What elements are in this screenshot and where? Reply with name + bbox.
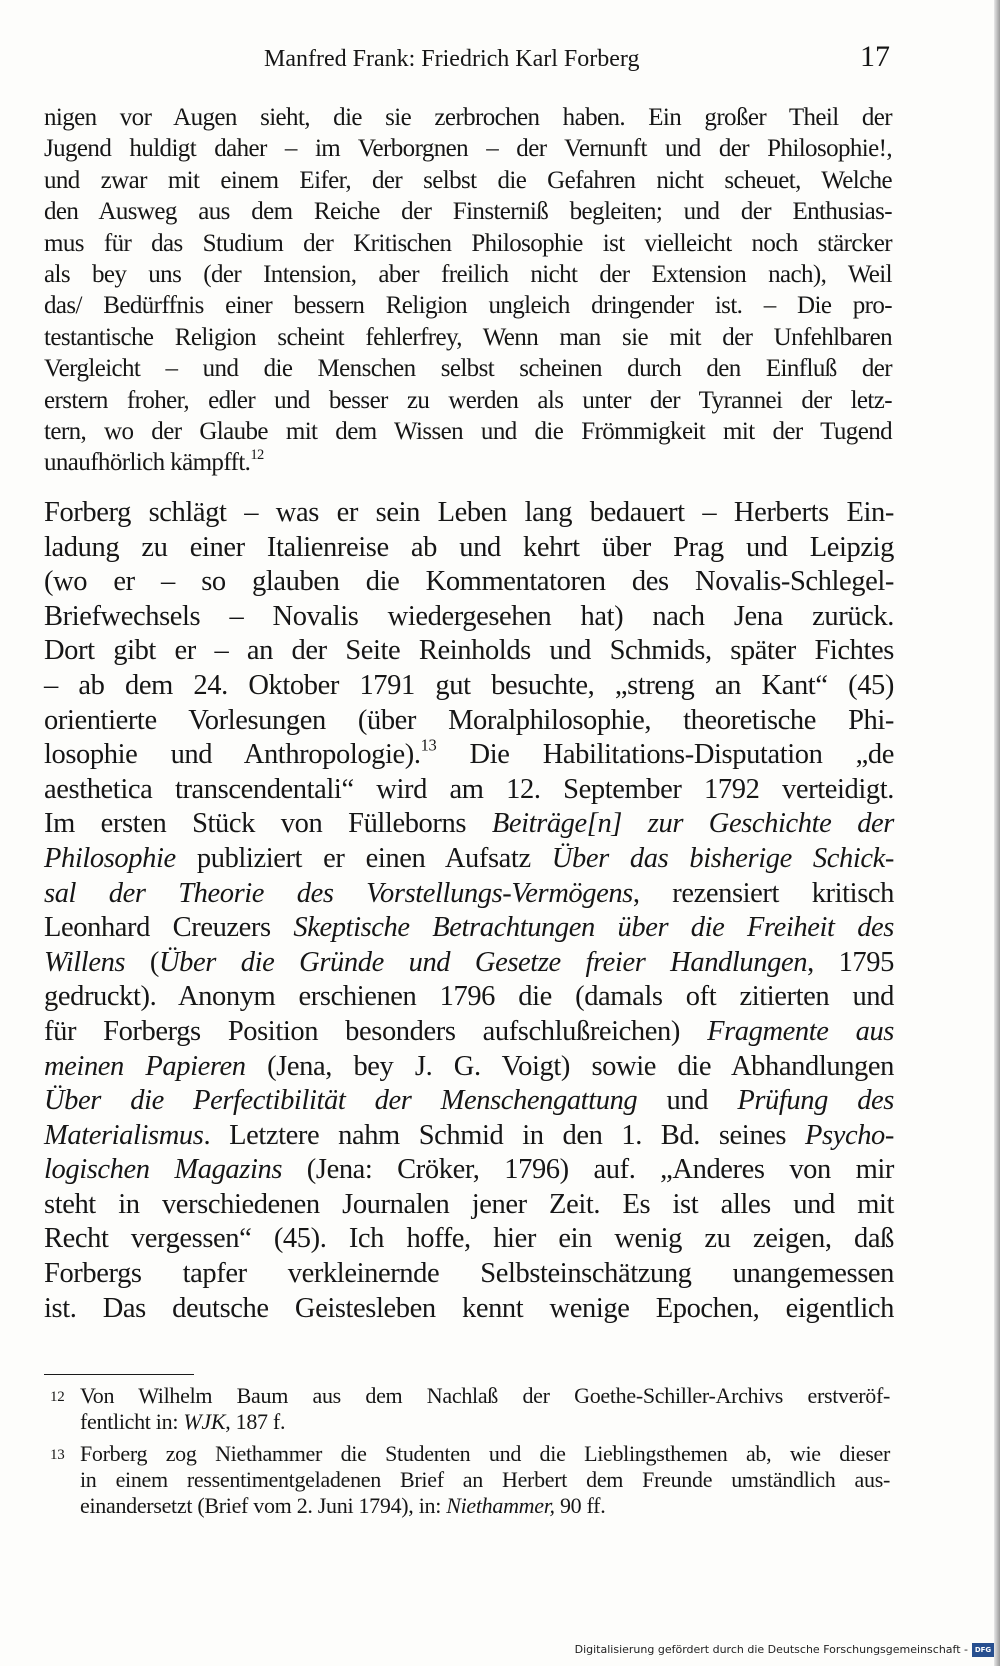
quote-line: und zwar mit einem Eifer, der selbst die Gefahren nicht scheuet, Welche (44, 166, 892, 194)
body-text: Die Habilitations-Disputation „de (436, 739, 894, 771)
footnote-text: , 187 f. (225, 1409, 286, 1434)
quote-last-text: unaufhörlich kämpfft. (44, 449, 251, 477)
main-paragraph (44, 496, 894, 1326)
body-line: Dort gibt er – an der Seite Reinholds und Schmids, später Fichtes (44, 635, 894, 667)
body-text: , rezensiert kritisch (632, 877, 894, 909)
body-line (44, 1050, 894, 1085)
body-line (44, 946, 894, 981)
body-line: gedruckt). Anonym erschienen 1796 die (damals oft zitierten und (44, 981, 894, 1013)
quote-line: erstern froher, edler und besser zu werden als unter der Tyrannei der letz- (44, 386, 892, 414)
body-line (44, 1015, 894, 1050)
quote-line: mus für das Studium der Kritischen Philosophie ist vielleicht noch stärcker (44, 229, 892, 257)
italic-title: Über die Gründe und Gesetze freier Handlungen (159, 946, 808, 978)
body-line: – ab dem 24. Oktober 1791 gut besuchte, „streng an Kant“ (45) (44, 669, 894, 701)
quote-line: als bey uns (der Intension, aber freilich nicht der Extension nach), Weil (44, 261, 892, 289)
running-title: Manfred Frank: Friedrich Karl Forberg (264, 46, 640, 72)
quote-line: tern, wo der Glaube mit dem Wissen und die Frömmigkeit mit der Tugend (44, 418, 892, 446)
footnote-line: Von Wilhelm Baum aus dem Nachlaß der Goethe-Schiller-Archivs erstveröf- (80, 1383, 890, 1408)
quote-line: das/ Bedürffnis einer bessern Religion ungleich dringender ist. – Die pro- (44, 292, 892, 320)
footnote-text: einandersetzt (Brief vom 2. Juni 1794), in: (80, 1493, 447, 1518)
body-line: Recht vergessen“ (45). Ich hoffe, hier ein wenig zu zeigen, daß (44, 1223, 894, 1255)
body-text: losophie und Anthropologie). (44, 739, 421, 771)
italic-title: sal der Theorie des Vorstellungs-Vermögens (44, 877, 633, 909)
body-text: (Jena: Cröker, 1796) auf. „Anderes von mir (282, 1154, 895, 1186)
body-line: Forberg schlägt – was er sein Leben lang bedauert – Herberts Ein- (44, 497, 894, 528)
body-line: orientierte Vorlesungen (über Moralphilosophie, theoretische Phi- (44, 704, 894, 736)
body-text: . Letztere nahm Schmid in den 1. Bd. seines (203, 1119, 805, 1151)
footnote-line: Forberg zog Niethammer die Studenten und die Lieblingsthemen ab, wie dieser (80, 1441, 890, 1466)
body-line: steht in verschiedenen Journalen jener Zeit. Es ist alles und mit (44, 1188, 894, 1220)
italic-title: Willens (44, 946, 126, 978)
italic-title: Über das bisherige Schick- (551, 842, 894, 874)
italic-title: Materialismus (44, 1119, 204, 1151)
footnote-13 (44, 1441, 890, 1519)
italic-title: Über die Perfectibilität der Menschengattung (44, 1085, 638, 1117)
italic-title: Prüfung des (737, 1085, 894, 1117)
footnotes (44, 1383, 890, 1525)
italic-title: Skeptische Betrachtungen über die Freiheit des (293, 912, 894, 944)
body-line (44, 877, 894, 912)
body-line (44, 842, 894, 877)
footnote-12 (44, 1383, 890, 1435)
quote-line: Jugend huldigt daher – im Verborgnen – der Vernunft und der Philosophie!, (44, 135, 892, 163)
body-text: publiziert er einen Aufsatz (175, 842, 552, 874)
body-text: für Forbergs Position besonders aufschlußreichen) (44, 1015, 708, 1047)
body-line (44, 1084, 894, 1119)
footnote-line: in einem ressentimentgeladenen Brief an Herbert dem Freunde umständlich aus- (80, 1467, 890, 1492)
footnote-text: fentlicht in: (80, 1409, 184, 1434)
footnote-line (80, 1409, 890, 1435)
running-head (44, 40, 890, 80)
quote-block (44, 102, 892, 479)
footnote-divider (44, 1374, 194, 1375)
italic-title: Philosophie (44, 842, 176, 874)
footnote-ref-13: 13 (420, 735, 437, 755)
body-line (44, 807, 894, 842)
dfg-logo-icon: DFG (972, 1643, 994, 1657)
body-line (44, 911, 894, 946)
body-text: ( (125, 946, 159, 978)
body-line: ladung zu einer Italienreise ab und kehrt über Prag und Leipzig (44, 531, 894, 563)
footnote-ref-12: 12 (250, 447, 264, 464)
body-line: ist. Das deutsche Geistesleben kennt wenige Epochen, eigentlich (44, 1292, 894, 1324)
quote-line (44, 447, 892, 478)
body-line (44, 1153, 894, 1188)
body-text: und (637, 1085, 738, 1117)
footnote-line (80, 1493, 890, 1519)
footnote-italic: WJK (183, 1409, 226, 1434)
quote-line: den Ausweg aus dem Reiche der Finsterniß begleiten; und der Enthusias- (44, 198, 892, 226)
body-line: (wo er – so glauben die Kommentatoren des Novalis-Schlegel- (44, 566, 894, 598)
italic-title: meinen Papieren (44, 1050, 246, 1082)
footnote-text: 90 ff. (554, 1493, 606, 1518)
footnote-italic: Niethammer, (446, 1493, 555, 1518)
body-line: aesthetica transcendentali“ wird am 12. September 1792 verteidigt. (44, 773, 894, 805)
quote-line: nigen vor Augen sieht, die sie zerbrochen haben. Ein großer Theil der (44, 104, 892, 131)
footnote-number: 13 (50, 1447, 65, 1463)
digitization-credit: Digitalisierung gefördert durch die Deutsche Forschungsgemeinschaft - (574, 1643, 968, 1656)
body-text: Im ersten Stück von Fülleborns (44, 808, 492, 840)
page-number: 17 (860, 40, 890, 73)
italic-title: logischen Magazins (44, 1154, 283, 1186)
quote-line: testantische Religion scheint fehlerfrey, Wenn man sie mit der Unfehlbaren (44, 323, 892, 351)
footnote-number: 12 (50, 1389, 65, 1405)
italic-title: Fragmente aus (707, 1015, 894, 1047)
italic-title: Psycho- (805, 1119, 894, 1151)
body-line (44, 1119, 894, 1154)
body-text: Leonhard Creuzers (44, 912, 294, 944)
body-text: , 1795 (807, 946, 894, 978)
quote-line: Vergleicht – und die Menschen selbst scheinen durch den Einfluß der (44, 355, 892, 383)
body-text: (Jena, bey J. G. Voigt) sowie die Abhandlungen (245, 1050, 894, 1082)
page-edge-shadow (994, 0, 1000, 1666)
body-line: Briefwechsels – Novalis wiedergesehen hat) nach Jena zurück. (44, 600, 894, 632)
italic-title: Beiträge[n] zur Geschichte der (491, 808, 894, 840)
body-line: Forbergs tapfer verkleinernde Selbsteinschätzung unangemessen (44, 1258, 894, 1290)
body-line (44, 735, 894, 773)
